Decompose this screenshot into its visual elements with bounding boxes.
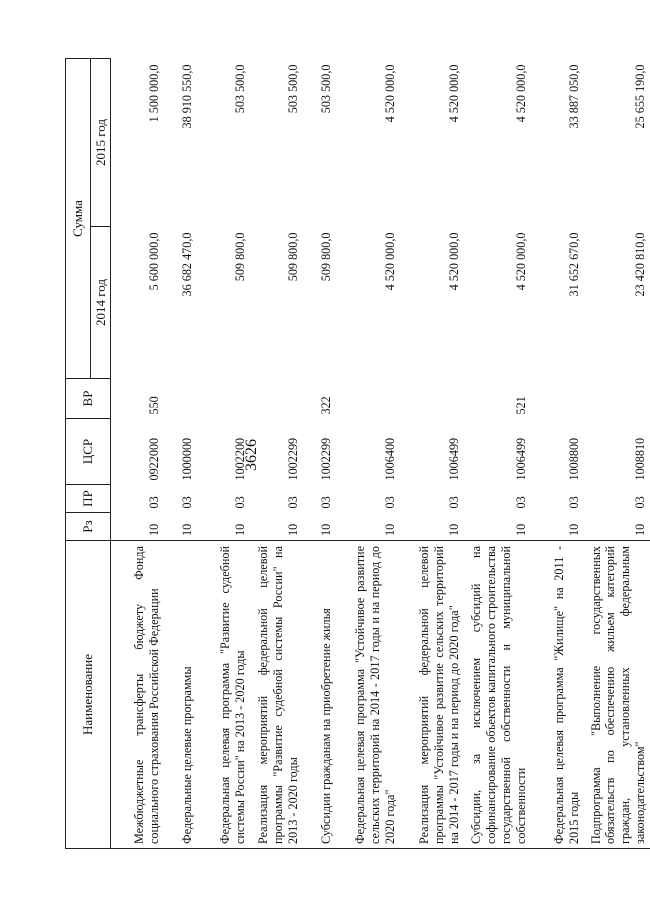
table-row [584, 59, 650, 849]
row-rz: 10 [566, 523, 581, 536]
row-2015: 4 520 000,0 [447, 64, 462, 123]
row-name: Федеральная целевая программа "Развитие судебной системы России" на 2013 - 2020 годы [197, 541, 250, 849]
row-2015: 38 910 550,0 [180, 64, 195, 129]
row-2014: 4 520 000,0 [383, 232, 398, 291]
row-pr: 03 [447, 496, 462, 509]
row-csr: 1008810 [633, 437, 648, 481]
row-rz: 10 [147, 523, 162, 536]
row-vr [250, 379, 303, 419]
table-row [531, 59, 584, 849]
row-vr: 521 [513, 396, 528, 415]
budget-table [65, 58, 650, 849]
row-rz: 10 [447, 523, 462, 536]
row-csr: 1000000 [180, 437, 195, 481]
row-name: Федеральная целевая программа "Устойчивое развитие сельских территорий на 2014 - 2017 годы и на период до 2020 года" [336, 541, 400, 849]
table-row [164, 59, 197, 849]
row-pr: 03 [319, 496, 334, 509]
row-2014: 509 800,0 [286, 232, 301, 282]
row-vr [164, 379, 197, 419]
row-pr: 03 [286, 496, 301, 509]
header-rz: Рз [66, 513, 111, 541]
row-2015: 503 500,0 [319, 64, 334, 114]
header-sum: Сумма [66, 59, 91, 379]
row-2015: 503 500,0 [233, 64, 248, 114]
row-name: Реализация мероприятий федеральной целевой программы "Развитие судебной системы России" на 2013 - 2020 годы [250, 541, 303, 849]
row-csr: 1006499 [447, 437, 462, 481]
row-name: Реализация мероприятий федеральной целевой программы "Устойчивое развитие сельских территорий на 2014 - 2017 годы и на период до 2020 года" [400, 541, 464, 849]
row-2014: 36 682 470,0 [180, 232, 195, 297]
row-name: Субсидии гражданам на приобретение жилья [303, 541, 336, 849]
row-vr [584, 379, 650, 419]
row-vr [531, 379, 584, 419]
row-2014: 5 600 000,0 [147, 232, 162, 291]
row-2015: 4 520 000,0 [513, 64, 528, 123]
row-2014: 509 800,0 [319, 232, 334, 282]
row-pr: 03 [383, 496, 398, 509]
row-vr [197, 379, 250, 419]
row-csr: 1008800 [566, 437, 581, 481]
table-row [197, 59, 250, 849]
table-row [336, 59, 400, 849]
row-pr: 03 [513, 496, 528, 509]
row-csr: 1002299 [319, 437, 334, 481]
row-pr: 03 [180, 496, 195, 509]
row-csr: 1006499 [513, 437, 528, 481]
row-vr: 550 [147, 396, 162, 415]
header-csr: ЦСР [66, 419, 111, 485]
row-2014: 509 800,0 [233, 232, 248, 282]
row-2015: 4 520 000,0 [383, 64, 398, 123]
row-csr: 1002299 [286, 437, 301, 481]
row-2014: 31 652 670,0 [566, 232, 581, 297]
row-2014: 4 520 000,0 [447, 232, 462, 291]
row-rz: 10 [233, 523, 248, 536]
row-vr: 322 [319, 396, 334, 415]
row-pr: 03 [147, 496, 162, 509]
row-csr: 0922000 [147, 437, 162, 481]
row-csr: 1002200 [233, 437, 248, 481]
table-row [303, 59, 336, 849]
row-vr [400, 379, 464, 419]
row-rz: 10 [633, 523, 648, 536]
row-pr: 03 [233, 496, 248, 509]
rotated-page-content [65, 59, 648, 849]
row-vr [336, 379, 400, 419]
row-2014: 4 520 000,0 [513, 232, 528, 291]
table-row [111, 59, 165, 849]
row-name: Подпрограмма "Выполнение государственных обязательств по обеспечению жильем категорий граждан, установленных федеральным законодательством" [584, 541, 650, 849]
row-rz: 10 [383, 523, 398, 536]
row-pr: 03 [633, 496, 648, 509]
row-2015: 33 887 050,0 [566, 64, 581, 129]
header-2014: 2014 год [91, 227, 111, 379]
row-rz: 10 [286, 523, 301, 536]
header-name: Наименование [66, 541, 111, 849]
row-name: Субсидии, за исключением субсидий на софинансирование объектов капитального строительства государственной собственности и муниципальной собственности [464, 541, 531, 849]
table-header [66, 59, 111, 849]
header-vr: ВР [66, 379, 111, 419]
page-number: 3626 [243, 439, 260, 471]
row-name: Межбюджетные трансферты бюджету Фонда социального страхования Российской Федерации [111, 541, 165, 849]
row-rz: 10 [180, 523, 195, 536]
row-2015: 25 655 190,0 [633, 64, 648, 129]
header-pr: ПР [66, 485, 111, 513]
table-row [250, 59, 303, 849]
row-csr: 1006400 [383, 437, 398, 481]
header-2015: 2015 год [91, 59, 111, 227]
table-row [464, 59, 531, 849]
row-rz: 10 [513, 523, 528, 536]
row-pr: 03 [566, 496, 581, 509]
row-name: Федеральная целевая программа "Жилище" на 2011 - 2015 годы [531, 541, 584, 849]
row-name: Федеральные целевые программы [164, 541, 197, 849]
row-rz: 10 [319, 523, 334, 536]
table-row [400, 59, 464, 849]
row-2015: 503 500,0 [286, 64, 301, 114]
row-2015: 1 500 000,0 [147, 64, 162, 123]
row-2014: 23 420 810,0 [633, 232, 648, 297]
